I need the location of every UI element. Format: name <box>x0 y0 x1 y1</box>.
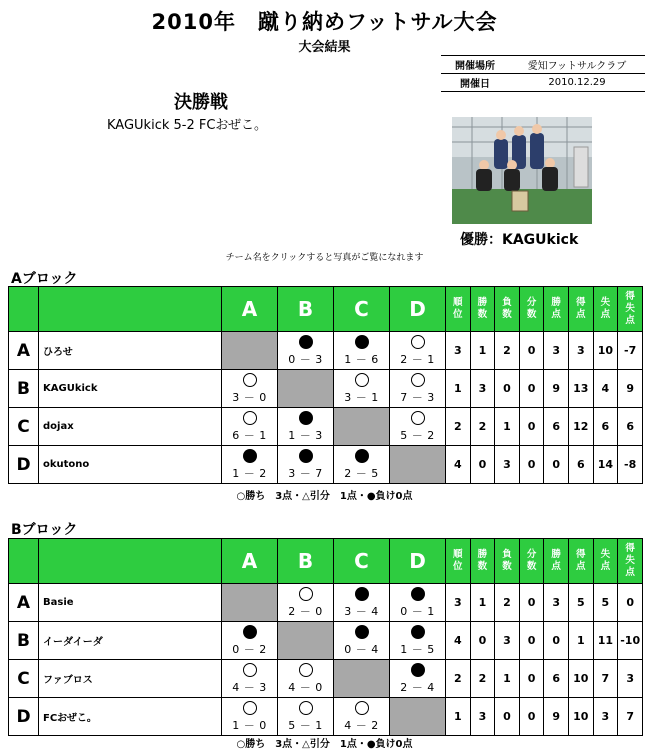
champion-label: 優勝：KAGUkick <box>460 232 579 248</box>
match-score: 1 － 3 <box>288 429 323 442</box>
stat-value: 3 <box>495 622 520 660</box>
self-match-cell <box>334 408 390 446</box>
stat-value: 5 <box>568 584 593 622</box>
match-result <box>390 622 445 659</box>
stat-header-text: 勝数 <box>477 549 488 572</box>
stat-value: 3 <box>446 332 471 370</box>
stat-value: 0 <box>544 622 569 660</box>
stat-value: 0 <box>495 698 520 736</box>
team-row <box>9 408 643 446</box>
row-label: C <box>9 660 39 698</box>
stat-header-text: 分数 <box>526 297 537 320</box>
block-b-table <box>8 538 643 736</box>
stat-value: 6 <box>618 408 643 446</box>
stat-value: 3 <box>544 332 569 370</box>
match-result-cell <box>334 446 390 484</box>
match-result <box>390 370 445 407</box>
stat-header-text: 失点 <box>600 297 611 320</box>
match-score: 0 － 3 <box>288 353 323 366</box>
stat-header <box>519 539 544 584</box>
header-blank <box>9 287 39 332</box>
stat-value: 0 <box>519 660 544 698</box>
match-score: 0 － 1 <box>400 605 435 618</box>
venue-label: 開催場所 <box>441 56 509 74</box>
stat-header-text: 得点 <box>576 297 586 320</box>
win-circle-icon <box>299 587 313 601</box>
match-score: 3 － 0 <box>232 391 267 404</box>
stat-header <box>593 539 618 584</box>
team-photo-image <box>452 117 592 224</box>
stat-header <box>446 287 471 332</box>
match-result <box>390 660 445 697</box>
match-result-cell <box>222 698 278 736</box>
team-row <box>9 584 643 622</box>
match-result-cell <box>222 660 278 698</box>
stat-value: 2 <box>495 332 520 370</box>
stat-header <box>470 539 495 584</box>
self-match-cell <box>334 660 390 698</box>
match-result <box>390 408 445 445</box>
match-result <box>222 698 277 735</box>
stat-header <box>568 287 593 332</box>
match-result-cell <box>278 446 334 484</box>
match-result-cell <box>390 584 446 622</box>
win-circle-icon <box>411 411 425 425</box>
win-circle-icon <box>299 663 313 677</box>
match-score: 3 － 4 <box>344 605 379 618</box>
match-result <box>278 584 333 621</box>
match-result-cell <box>334 332 390 370</box>
stat-value: 0 <box>618 584 643 622</box>
match-result-cell <box>278 660 334 698</box>
team-row <box>9 446 643 484</box>
stat-value: 0 <box>519 370 544 408</box>
stat-value: -8 <box>618 446 643 484</box>
column-header-c: C <box>334 539 390 584</box>
match-score: 2 － 4 <box>400 681 435 694</box>
stat-header <box>618 539 643 584</box>
match-score: 1 － 0 <box>232 719 267 732</box>
match-result-cell <box>334 698 390 736</box>
stat-value: 10 <box>568 698 593 736</box>
match-result-cell <box>222 370 278 408</box>
stat-header <box>568 539 593 584</box>
stat-value: 1 <box>495 408 520 446</box>
stat-value: 1 <box>470 584 495 622</box>
win-circle-icon <box>243 663 257 677</box>
row-label: D <box>9 446 39 484</box>
stat-value: -10 <box>618 622 643 660</box>
row-label: B <box>9 370 39 408</box>
match-score: 5 － 2 <box>400 429 435 442</box>
match-result-cell <box>278 332 334 370</box>
header-team <box>39 287 222 332</box>
match-score: 4 － 3 <box>232 681 267 694</box>
team-name-link[interactable]: okutono <box>39 446 222 484</box>
match-result-cell <box>222 622 278 660</box>
win-circle-icon <box>299 701 313 715</box>
match-result <box>222 370 277 407</box>
self-match-cell <box>278 622 334 660</box>
stat-value: 3 <box>568 332 593 370</box>
win-circle-icon <box>355 373 369 387</box>
stat-header-text: 得失点 <box>625 291 635 326</box>
stat-value: 3 <box>495 446 520 484</box>
stat-value: 1 <box>446 698 471 736</box>
header-blank <box>9 539 39 584</box>
stat-value: 6 <box>544 660 569 698</box>
match-result <box>278 408 333 445</box>
column-header-b: B <box>278 287 334 332</box>
stat-header <box>618 287 643 332</box>
stat-header-text: 順位 <box>453 549 463 572</box>
column-header-a: A <box>222 539 278 584</box>
stat-header <box>519 287 544 332</box>
stat-value: 2 <box>470 408 495 446</box>
loss-circle-icon <box>355 449 369 463</box>
stat-header-text: 勝点 <box>551 297 561 320</box>
stat-header-text: 勝点 <box>551 549 561 572</box>
win-circle-icon <box>243 701 257 715</box>
match-score: 0 － 2 <box>232 643 267 656</box>
team-row <box>9 332 643 370</box>
team-row <box>9 370 643 408</box>
block-a-title: Aブロック <box>11 271 78 287</box>
match-result <box>222 622 277 659</box>
final-heading: 決勝戦 <box>174 92 228 113</box>
block-b-legend: ○勝ち 3点・△引分 1点・●負け0点 <box>236 739 413 750</box>
stat-value: 7 <box>593 660 618 698</box>
date-value: 2010.12.29 <box>509 74 645 92</box>
stat-value: 9 <box>544 698 569 736</box>
stat-header <box>446 539 471 584</box>
event-info-table <box>441 55 645 92</box>
stat-header-text: 得失点 <box>625 543 635 578</box>
row-label: D <box>9 698 39 736</box>
match-result <box>390 332 445 369</box>
stat-value: 6 <box>568 446 593 484</box>
team-name-link[interactable]: イーダイーダ <box>39 622 222 660</box>
stat-value: 0 <box>544 446 569 484</box>
date-label: 開催日 <box>441 74 509 92</box>
stat-value: 1 <box>470 332 495 370</box>
match-score: 4 － 2 <box>344 719 379 732</box>
match-result <box>278 660 333 697</box>
match-score: 2 － 5 <box>344 467 379 480</box>
loss-circle-icon <box>411 587 425 601</box>
page-subtitle: 大会結果 <box>298 40 351 55</box>
match-result-cell <box>222 446 278 484</box>
loss-circle-icon <box>299 335 313 349</box>
match-score: 4 － 0 <box>288 681 323 694</box>
match-result-cell <box>390 332 446 370</box>
stat-value: 0 <box>470 622 495 660</box>
match-result-cell <box>334 584 390 622</box>
match-result-cell <box>334 622 390 660</box>
loss-circle-icon <box>411 625 425 639</box>
block-a-legend: ○勝ち 3点・△引分 1点・●負け0点 <box>236 491 413 502</box>
stat-value: 1 <box>568 622 593 660</box>
stat-value: 2 <box>495 584 520 622</box>
header-team <box>39 539 222 584</box>
stat-value: 2 <box>470 660 495 698</box>
team-name-link[interactable]: dojax <box>39 408 222 446</box>
self-match-cell <box>222 584 278 622</box>
block-a-table <box>8 286 643 484</box>
column-header-d: D <box>390 287 446 332</box>
match-result-cell <box>278 698 334 736</box>
match-result-cell <box>278 584 334 622</box>
match-result <box>334 370 389 407</box>
team-name-link[interactable]: FCおぜこ。 <box>39 698 222 736</box>
stat-header <box>495 539 520 584</box>
match-score: 2 － 1 <box>400 353 435 366</box>
stat-value: 6 <box>593 408 618 446</box>
row-label: C <box>9 408 39 446</box>
stat-value: 0 <box>470 446 495 484</box>
stat-header <box>470 287 495 332</box>
column-header-d: D <box>390 539 446 584</box>
loss-circle-icon <box>299 449 313 463</box>
self-match-cell <box>222 332 278 370</box>
stat-value: 4 <box>446 622 471 660</box>
header-row <box>9 539 643 584</box>
match-result <box>334 446 389 483</box>
match-score: 0 － 4 <box>344 643 379 656</box>
stat-header-text: 失点 <box>600 549 611 572</box>
date-row <box>441 74 645 92</box>
team-row <box>9 660 643 698</box>
stat-value: 9 <box>544 370 569 408</box>
stat-value: 3 <box>593 698 618 736</box>
match-result <box>222 408 277 445</box>
stat-value: 1 <box>446 370 471 408</box>
stat-value: 0 <box>519 446 544 484</box>
stat-value: 0 <box>519 332 544 370</box>
match-result <box>390 584 445 621</box>
stat-value: 0 <box>495 370 520 408</box>
match-score: 1 － 2 <box>232 467 267 480</box>
match-result-cell <box>334 370 390 408</box>
team-name-link[interactable]: ひろせ <box>39 332 222 370</box>
team-name-link[interactable]: ファブロス <box>39 660 222 698</box>
match-result-cell <box>222 408 278 446</box>
stat-value: 3 <box>618 660 643 698</box>
self-match-cell <box>390 446 446 484</box>
stat-value: 0 <box>519 584 544 622</box>
loss-circle-icon <box>243 625 257 639</box>
stat-header <box>593 287 618 332</box>
stat-value: 3 <box>470 370 495 408</box>
match-result <box>334 584 389 621</box>
match-result-cell <box>390 622 446 660</box>
venue-value: 愛知フットサルクラブ <box>509 56 645 74</box>
match-result <box>222 446 277 483</box>
match-result-cell <box>390 370 446 408</box>
stat-header <box>544 539 569 584</box>
stat-value: 4 <box>593 370 618 408</box>
match-result <box>278 446 333 483</box>
stat-value: 13 <box>568 370 593 408</box>
match-result-cell <box>278 408 334 446</box>
stat-value: 3 <box>446 584 471 622</box>
column-header-b: B <box>278 539 334 584</box>
stat-header-text: 順位 <box>453 297 463 320</box>
stat-value: 0 <box>519 622 544 660</box>
win-circle-icon <box>243 411 257 425</box>
stat-value: 5 <box>593 584 618 622</box>
loss-circle-icon <box>299 411 313 425</box>
loss-circle-icon <box>243 449 257 463</box>
loss-circle-icon <box>411 663 425 677</box>
match-result-cell <box>390 660 446 698</box>
stat-value: 10 <box>568 660 593 698</box>
match-result <box>334 622 389 659</box>
loss-circle-icon <box>355 335 369 349</box>
match-result <box>334 698 389 735</box>
self-match-cell <box>278 370 334 408</box>
team-row <box>9 698 643 736</box>
match-score: 1 － 5 <box>400 643 435 656</box>
stat-value: 3 <box>544 584 569 622</box>
match-result <box>222 660 277 697</box>
stat-value: 10 <box>593 332 618 370</box>
row-label: A <box>9 584 39 622</box>
stat-header <box>495 287 520 332</box>
stat-value: -7 <box>618 332 643 370</box>
team-name-link[interactable]: KAGUkick <box>39 370 222 408</box>
loss-circle-icon <box>355 625 369 639</box>
stat-value: 9 <box>618 370 643 408</box>
header-row <box>9 287 643 332</box>
stat-value: 6 <box>544 408 569 446</box>
stat-value: 2 <box>446 660 471 698</box>
stat-header-text: 負数 <box>502 297 512 320</box>
match-result <box>278 698 333 735</box>
final-result: KAGUkick 5-2 FCおぜこ。 <box>107 118 268 133</box>
stat-value: 0 <box>519 408 544 446</box>
column-header-a: A <box>222 287 278 332</box>
match-score: 3 － 1 <box>344 391 379 404</box>
win-circle-icon <box>411 373 425 387</box>
team-row <box>9 622 643 660</box>
match-result <box>334 332 389 369</box>
loss-circle-icon <box>355 587 369 601</box>
click-instruction-note: チーム名をクリックすると写真がご覧になれます <box>225 253 424 263</box>
stat-value: 11 <box>593 622 618 660</box>
match-result-cell <box>390 408 446 446</box>
row-label: A <box>9 332 39 370</box>
match-score: 5 － 1 <box>288 719 323 732</box>
match-score: 7 － 3 <box>400 391 435 404</box>
win-circle-icon <box>411 335 425 349</box>
match-score: 6 － 1 <box>232 429 267 442</box>
stat-value: 12 <box>568 408 593 446</box>
stat-value: 1 <box>495 660 520 698</box>
stat-header-text: 得点 <box>576 549 586 572</box>
stat-value: 3 <box>470 698 495 736</box>
match-score: 1 － 6 <box>344 353 379 366</box>
win-circle-icon <box>355 701 369 715</box>
match-score: 2 － 0 <box>288 605 323 618</box>
stat-header-text: 負数 <box>502 549 512 572</box>
champion-team-photo <box>452 117 592 224</box>
stat-value: 0 <box>519 698 544 736</box>
page-title: 2010年 蹴り納めフットサル大会 <box>151 10 498 34</box>
match-result <box>278 332 333 369</box>
venue-row <box>441 56 645 74</box>
row-label: B <box>9 622 39 660</box>
stat-value: 7 <box>618 698 643 736</box>
stat-value: 4 <box>446 446 471 484</box>
team-name-link[interactable]: Basie <box>39 584 222 622</box>
stat-header-text: 勝数 <box>477 297 488 320</box>
stat-header <box>544 287 569 332</box>
match-score: 3 － 7 <box>288 467 323 480</box>
self-match-cell <box>390 698 446 736</box>
stat-header-text: 分数 <box>526 549 537 572</box>
block-b-title: Bブロック <box>11 522 78 538</box>
column-header-c: C <box>334 287 390 332</box>
stat-value: 14 <box>593 446 618 484</box>
stat-value: 2 <box>446 408 471 446</box>
win-circle-icon <box>243 373 257 387</box>
